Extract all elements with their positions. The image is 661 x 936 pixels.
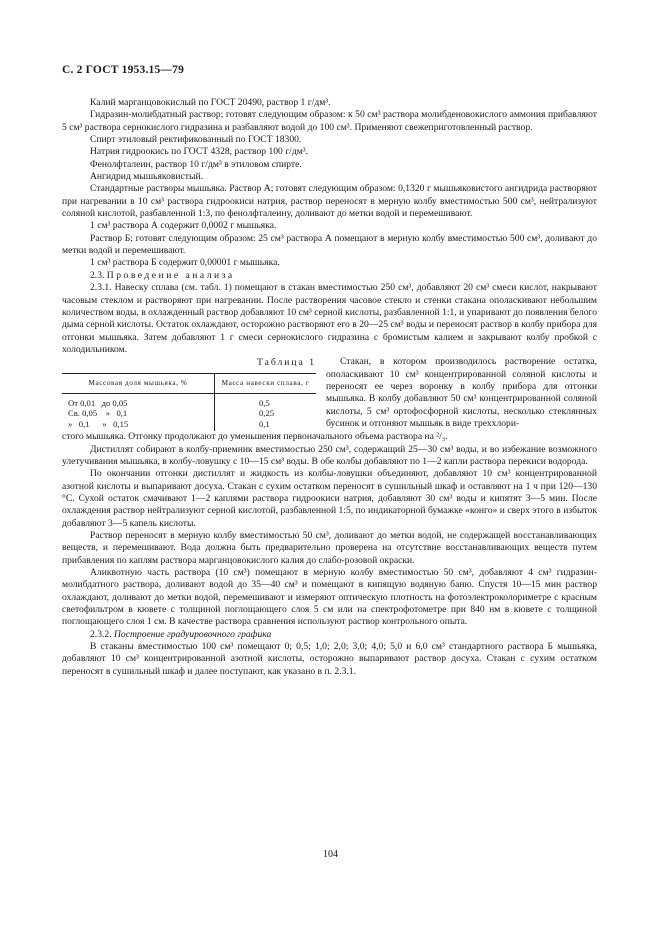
section-heading-2-3-2 xyxy=(62,629,597,641)
section-title: Построение градуировочного графика xyxy=(114,628,272,640)
paragraph: По окончании отгонки дистиллят и жидкость из колбы-ловушки объединяют, добавляют 10 см³ концентрированной азотной кислоты и выпаривают досуха. Стакан с сухим остатком переносят в сушильный шкаф и оставляют на 1 ч при 120—130 °С. Сухой остаток смачивают 1—2 каплями раствора гидроокиси натрия, добавляют 30 см³ воды и кипятят 3—5 мин. После охлаждения раствор нейтрализуют серной кислотой, разбавленной 1:5, по индикаторной бумажке «конго» и сверх этого в избыток добавляют 3—5 капель кислоты. xyxy=(62,468,597,529)
paragraph: Раствор переносят в мерную колбу вместимостью 50 см³, доливают до метки водой, не содержащей восстанавливающих веществ, и перемешивают. Вода должна быть предварительно проверена на отсутствие восстанавливающих веществ путем прибавления по каплям раствора марганцовокислого калия до слабо-розовой окраски. xyxy=(62,530,597,566)
paragraph: Стандартные растворы мышьяка. Раствор А; готовят следующим образом: 0,1320 г мышьяковистого ангидрида растворяют при нагревании в 10 см³ раствора гидроокиси натрия, раствор переносят в мерную колбу вместимостью 500 см³, нейтрализуют соляной кислотой, разбавленной 1:3, по фенолфталеину, доливают до метки водой и перемешивают. xyxy=(62,183,597,220)
page-header: С. 2 ГОСТ 1953.15—79 xyxy=(62,64,185,76)
table-with-sidetext xyxy=(62,356,597,431)
document-body xyxy=(62,97,597,678)
table-cell-mass: 0,25 xyxy=(259,408,275,419)
section-heading-2-3 xyxy=(62,270,597,282)
paragraph: стого мышьяка. Отгонку продолжают до уменьшения первоначального объема раствора на ²/₃. xyxy=(62,431,448,443)
paragraph: Раствор Б; готовят следующим образом: 25 см³ раствора А помещают в мерную колбу вместимостью 500 см³, доливают до метки водой и перемешивают. xyxy=(62,232,597,257)
paragraph: 1 см³ раствора А содержит 0,0002 г мышьяка. xyxy=(90,220,277,232)
paragraph: Дистиллят собирают в колбу-приемник вместимостью 250 см³, содержащий 25—30 см³ воды, и во избежание возможного улетучивания мышьяка, в колбу-ловушку с 10—15 см³ воды. В обе колбы добавляют по 1—2 капли раствора перекиси водорода. xyxy=(62,443,597,467)
paragraph: Гидразин-молибдатный раствор; готовят следующим образом: к 50 см³ раствора молибденовокислого аммония прибавляют 5 см³ раствора сернокислого гидразина и разбавляют водой до 100 см³. Применяют свежеприготовленный раствор. xyxy=(62,109,597,133)
table-cell-range: Св. 0,05 » 0,1 xyxy=(62,408,215,418)
paragraph-2-3-2: В стаканы вместимостью 100 см³ помещают 0; 0,5; 1,0; 2,0; 3,0; 4,0; 5,0 и 6,0 см³ стандартного раствора Б мышьяка, добавляют 10 см³ концентрированной азотной кислоты, осторожно выпаривают раствор досуха. Стакан с сухим остатком переносят в сушильный шкаф и далее поступают, как указано в п. 2.3.1. xyxy=(62,641,597,677)
page-number: 104 xyxy=(323,849,338,860)
side-paragraph: Стакан, в котором производилось растворение остатка, ополаскивают 10 см³ концентрированной соляной кислоты и переносят ее через воронку в колбу прибора для отгонки мышьяка. В колбу добавляют 50 см³ концентрированной соляной кислоты, 5 см³ ортофосфорной кислоты, несколько стеклянных бусинок и отгоняют мышьяк в виде треххлори- xyxy=(326,356,597,429)
paragraph: Ангидрид мышьяковистый. xyxy=(90,171,203,183)
table-1 xyxy=(62,373,316,432)
table-row xyxy=(62,408,316,418)
table-caption: Таблица 1 xyxy=(256,357,316,369)
paragraph-2-3-1: 2.3.1. Навеску сплава (см. табл. 1) помещают в стакан вместимостью 250 см³, добавляют 20 см³ смеси кислот, накрывают часовым стеклом и растворяют при нагревании. После растворения часовое стекло и стенки стакана ополаскивают небольшим количеством воды, в охлажденный раствор добавляют 10 см³ серной кислоты, разбавленной 1:1, и упаривают до появления белого дыма серной кислоты. Остаток охлаждают, осторожно растворяют его в 20—25 см³ воды и переносят раствор в колбу прибора для отгонки мышьяка. Затем добавляют 1 г смеси сернокислого гидразина с бромистым калием и закрывают колбу пробкой с холодильником. xyxy=(62,282,597,355)
section-number: 2.3.2. xyxy=(90,628,112,640)
table-cell-mass: 0,1 xyxy=(259,418,270,429)
table-row xyxy=(62,419,316,431)
table-header-mass-fraction: Массовая доля мышьяка, % xyxy=(62,373,215,394)
table-cell-range: » 0,1 » 0,15 xyxy=(62,419,215,431)
side-text-block xyxy=(326,356,597,431)
table-cell-range: От 0,01 до 0,05 xyxy=(62,394,215,409)
section-number: 2.3. xyxy=(90,269,105,281)
table-row xyxy=(62,394,316,409)
paragraph: Калий марганцовокислый по ГОСТ 20490, раствор 1 г/дм³. xyxy=(90,97,331,108)
table-header-sample-mass: Масса навески сплава, г xyxy=(215,373,317,394)
paragraph: Спирт этиловый ректификованный по ГОСТ 18300. xyxy=(90,134,302,146)
table-1-block xyxy=(62,356,316,431)
table-cell-mass: 0,5 xyxy=(259,398,270,409)
paragraph: Фенолфталеин, раствор 10 г/дм³ в этиловом спирте. xyxy=(90,158,302,170)
paragraph: Аликвотную часть раствора (10 см³) помещают в мерную колбу вместимостью 50 см³, добавляют 4 см³ гидразин-молибдатного раствора, доливают водой до 35—40 см³ и помещают в кипящую водяную баню. Спустя 10—15 мин раствор охлаждают, доливают до метки водой, перемешивают и измеряют оптическую плотность на фотоэлектроколориметре с красным светофильтром в кювете с толщиной поглощающего слоя 5 см или на спектрофотометре при 840 нм в кювете с толщиной поглощающего слоя 1 см. В качестве раствора сравнения используют раствор контрольного опыта. xyxy=(62,567,597,628)
paragraph: Натрия гидроокись по ГОСТ 4328, раствор 100 г/дм³. xyxy=(90,146,309,158)
section-title: Проведение анализа xyxy=(106,269,235,281)
paragraph: 1 см³ раствора Б содержит 0,00001 г мышьяка. xyxy=(90,257,280,269)
